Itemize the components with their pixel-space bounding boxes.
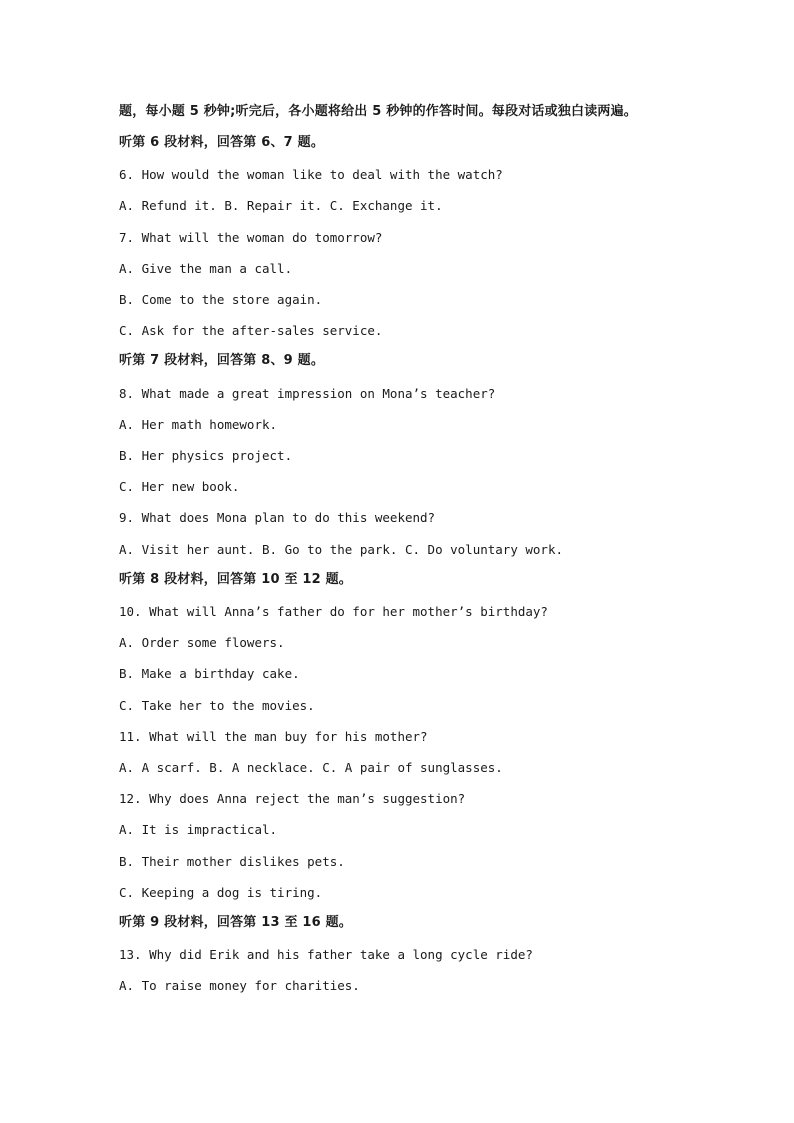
question-option: A. To raise money for charities.: [119, 978, 360, 993]
question-option: A. It is impractical.: [119, 822, 278, 837]
question-option: A. Her math homework.: [119, 417, 278, 432]
question-options: A. Visit her aunt. B. Go to the park. C. Do voluntary work.: [119, 542, 564, 557]
question-options: A. A scarf. B. A necklace. C. A pair of sunglasses.: [119, 760, 503, 775]
question-stem: 6. How would the woman like to deal with the watch?: [119, 167, 503, 182]
question-option: A. Order some flowers.: [119, 635, 285, 650]
question-stem: 12. Why does Anna reject the man’s suggestion?: [119, 791, 466, 806]
question-stem: 11. What will the man buy for his mother?: [119, 729, 428, 744]
section-heading: 听第 9 段材料，回答第 13 至 16 题。: [119, 915, 352, 930]
section-heading: 听第 6 段材料，回答第 6、7 题。: [119, 135, 325, 150]
question-option: C. Take her to the movies.: [119, 698, 315, 713]
question-stem: 7. What will the woman do tomorrow?: [119, 230, 383, 245]
question-option: B. Her physics project.: [119, 448, 293, 463]
question-option: C. Ask for the after-sales service.: [119, 323, 383, 338]
question-stem: 13. Why did Erik and his father take a long cycle ride?: [119, 947, 533, 962]
question-stem: 10. What will Anna’s father do for her mother’s birthday?: [119, 604, 548, 619]
instructions-line: 题，每小题 5 秒钟;听完后，各小题将给出 5 秒钟的作答时间。每段对话或独白读两遍。: [119, 104, 637, 119]
section-heading: 听第 8 段材料，回答第 10 至 12 题。: [119, 572, 352, 587]
question-option: A. Give the man a call.: [119, 261, 293, 276]
question-option: B. Their mother dislikes pets.: [119, 854, 345, 869]
question-stem: 8. What made a great impression on Mona’s teacher?: [119, 386, 496, 401]
section-heading: 听第 7 段材料，回答第 8、9 题。: [119, 353, 325, 368]
question-option: C. Keeping a dog is tiring.: [119, 885, 323, 900]
question-option: B. Come to the store again.: [119, 292, 323, 307]
question-stem: 9. What does Mona plan to do this weekend?: [119, 510, 436, 525]
question-option: C. Her new book.: [119, 479, 240, 494]
question-option: B. Make a birthday cake.: [119, 666, 300, 681]
question-options: A. Refund it. B. Repair it. C. Exchange it.: [119, 198, 443, 213]
